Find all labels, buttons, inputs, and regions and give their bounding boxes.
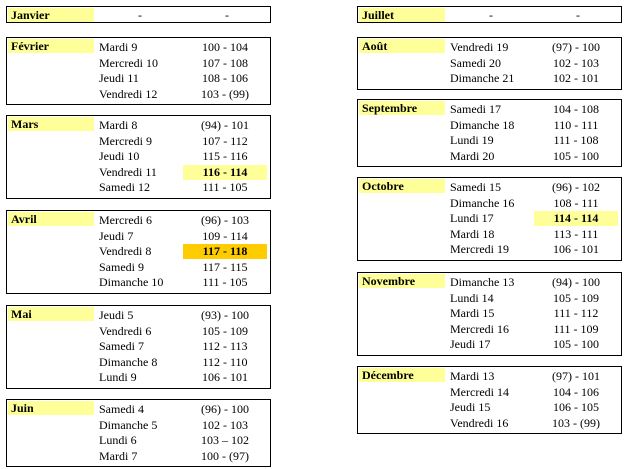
score-value: 111 - 109: [553, 321, 599, 336]
score-value: (96) - 102: [552, 180, 600, 194]
day-label: Mercredi 19: [450, 242, 509, 257]
score-value: 116 - 114: [183, 165, 267, 180]
score-value: 100 - 104: [202, 40, 248, 54]
day-label: Jeudi 15: [450, 400, 491, 415]
day-label: Dimanche 8: [99, 354, 158, 369]
score-value: (93) - 100: [201, 308, 249, 322]
day-label: Dimanche 21: [450, 71, 515, 86]
month-box-decembre: [357, 366, 622, 434]
day-row: [358, 416, 621, 431]
day-label: Dimanche 13: [450, 275, 515, 289]
empty-value: -: [138, 8, 142, 22]
score-value: (97) - 100: [552, 40, 600, 54]
day-row: [7, 370, 270, 385]
score-value: 108 - 106: [202, 71, 248, 86]
day-row: [7, 165, 270, 180]
month-box-fevrier: [6, 37, 271, 105]
day-row: [7, 308, 270, 323]
day-label: Dimanche 5: [99, 417, 158, 432]
empty-value: -: [489, 8, 493, 22]
day-row: [358, 385, 621, 400]
score-value: 102 - 103: [553, 55, 599, 70]
day-row: [7, 87, 270, 102]
day-row: [358, 196, 621, 211]
day-label: Samedi 15: [450, 180, 501, 194]
day-label: Vendredi 6: [99, 323, 152, 338]
score-value: 102 - 103: [202, 417, 248, 432]
day-row: [358, 149, 621, 164]
day-row: [7, 213, 270, 228]
day-row: [358, 71, 621, 86]
score-value: 103 - (99): [552, 415, 600, 430]
day-label: Lundi 14: [450, 290, 494, 305]
score-value: 107 - 112: [202, 133, 248, 148]
day-label: Mardi 18: [450, 226, 495, 241]
day-row: [358, 180, 621, 195]
score-value: 107 - 108: [202, 55, 248, 70]
score-value: 105 - 100: [553, 148, 599, 163]
day-row: [7, 134, 270, 149]
score-value: 105 - 100: [553, 337, 599, 352]
day-row: [7, 449, 270, 464]
score-value: 112 - 110: [202, 354, 248, 369]
day-row: [358, 227, 621, 242]
day-label: Samedi 7: [99, 339, 144, 354]
score-value: 111 - 112: [553, 306, 599, 321]
day-label: Mardi 7: [99, 448, 138, 463]
score-value: 108 - 111: [553, 195, 599, 210]
day-label: Vendredi 19: [450, 40, 509, 54]
score-value: 104 - 108: [553, 102, 599, 116]
score-value: (97) - 101: [552, 369, 600, 383]
day-row: [7, 118, 270, 133]
day-row: [358, 56, 621, 71]
day-row: [358, 118, 621, 133]
score-value: 106 - 105: [553, 400, 599, 415]
day-label: Mercredi 10: [99, 55, 158, 70]
score-value: (94) - 101: [201, 118, 249, 132]
month-box-juin: [6, 399, 271, 467]
score-value: 113 - 111: [553, 226, 599, 241]
month-label: Août: [359, 39, 445, 53]
day-row: [358, 211, 621, 226]
day-label: Mardi 20: [450, 148, 495, 163]
day-row: [7, 418, 270, 433]
month-box-mars: [6, 115, 271, 199]
month-label: Juillet: [359, 8, 445, 22]
day-label: Mardi 13: [450, 369, 495, 383]
score-value: 111 - 108: [553, 133, 599, 148]
month-label: Décembre: [359, 368, 445, 382]
day-label: Lundi 9: [99, 370, 137, 385]
score-value: 105 - 109: [202, 323, 248, 338]
day-row: [358, 242, 621, 257]
score-value: (96) - 100: [201, 402, 249, 416]
day-label: Mardi 9: [99, 40, 138, 54]
score-value: 112 - 113: [202, 339, 248, 354]
month-box-aout: [357, 37, 622, 90]
day-label: Jeudi 7: [99, 228, 134, 243]
day-label: Mercredi 6: [99, 213, 152, 227]
day-row: [358, 102, 621, 117]
empty-value: -: [576, 8, 580, 22]
day-row: [7, 229, 270, 244]
day-label: Jeudi 11: [99, 71, 139, 86]
score-value: 117 - 118: [183, 244, 267, 259]
day-label: Mardi 15: [450, 306, 495, 321]
month-box-mai: [6, 305, 271, 389]
day-label: Mercredi 14: [450, 384, 509, 399]
month-label: Septembre: [359, 101, 445, 115]
day-row: [7, 324, 270, 339]
month-box-avril: [6, 210, 271, 294]
day-label: Mercredi 16: [450, 321, 509, 336]
day-row: [7, 71, 270, 86]
day-label: Vendredi 11: [99, 164, 157, 179]
score-value: 102 - 101: [553, 71, 599, 86]
score-value: 100 - (97): [201, 448, 249, 463]
score-value: 104 - 106: [553, 384, 599, 399]
score-value: (96) - 103: [201, 213, 249, 227]
month-label: Octobre: [359, 179, 445, 193]
day-row: [358, 291, 621, 306]
day-label: Samedi 17: [450, 102, 501, 116]
score-value: 105 - 109: [553, 290, 599, 305]
month-label: Mai: [8, 307, 94, 321]
score-value: 103 – 102: [201, 433, 249, 448]
score-value: 111 - 105: [202, 275, 248, 290]
day-row: [7, 244, 270, 259]
score-value: 106 - 101: [553, 242, 599, 257]
day-label: Jeudi 17: [450, 337, 491, 352]
day-row: [358, 322, 621, 337]
day-row: [358, 337, 621, 352]
month-box-juillet: [357, 6, 622, 23]
day-row: [358, 40, 621, 55]
day-label: Lundi 17: [450, 211, 494, 226]
month-label: Janvier: [8, 8, 94, 22]
score-value: 114 - 114: [534, 211, 618, 226]
day-row: [358, 275, 621, 290]
day-label: Mardi 8: [99, 118, 138, 132]
score-value: 109 - 114: [202, 228, 248, 243]
empty-value: -: [225, 8, 229, 22]
month-box-janvier: [6, 6, 271, 23]
day-row: [7, 180, 270, 195]
day-label: Jeudi 5: [99, 308, 134, 322]
month-label: Février: [8, 39, 94, 53]
day-label: Samedi 20: [450, 55, 501, 70]
score-value: 110 - 111: [553, 117, 599, 132]
day-label: Mercredi 9: [99, 133, 152, 148]
day-label: Dimanche 16: [450, 195, 515, 210]
month-label: Juin: [8, 401, 94, 415]
month-box-septembre: [357, 99, 622, 167]
day-row: [7, 355, 270, 370]
day-row: [7, 402, 270, 417]
day-row: [358, 133, 621, 148]
day-row: [7, 149, 270, 164]
day-row: [358, 306, 621, 321]
day-label: Dimanche 18: [450, 117, 515, 132]
day-label: Samedi 4: [99, 402, 144, 416]
day-label: Lundi 6: [99, 433, 137, 448]
day-row: [7, 433, 270, 448]
month-label: Avril: [8, 212, 94, 226]
score-value: 103 - (99): [201, 86, 249, 101]
score-value: 117 - 115: [202, 259, 248, 274]
score-value: 111 - 105: [202, 180, 248, 195]
score-value: 115 - 116: [202, 149, 248, 164]
day-label: Samedi 9: [99, 259, 144, 274]
day-label: Lundi 19: [450, 133, 494, 148]
day-row: [7, 339, 270, 354]
day-row: [7, 260, 270, 275]
score-value: 106 - 101: [202, 370, 248, 385]
day-row: [7, 275, 270, 290]
month-label: Novembre: [359, 274, 445, 288]
day-label: Vendredi 12: [99, 86, 158, 101]
day-row: [7, 40, 270, 55]
day-label: Vendredi 16: [450, 415, 509, 430]
month-label: Mars: [8, 117, 94, 131]
month-box-octobre: [357, 177, 622, 261]
month-box-novembre: [357, 272, 622, 356]
day-label: Jeudi 10: [99, 149, 140, 164]
day-row: [7, 56, 270, 71]
day-label: Vendredi 8: [99, 244, 152, 259]
day-label: Samedi 12: [99, 180, 150, 195]
score-value: (94) - 100: [552, 275, 600, 289]
day-row: [358, 369, 621, 384]
day-row: [358, 400, 621, 415]
day-label: Dimanche 10: [99, 275, 164, 290]
